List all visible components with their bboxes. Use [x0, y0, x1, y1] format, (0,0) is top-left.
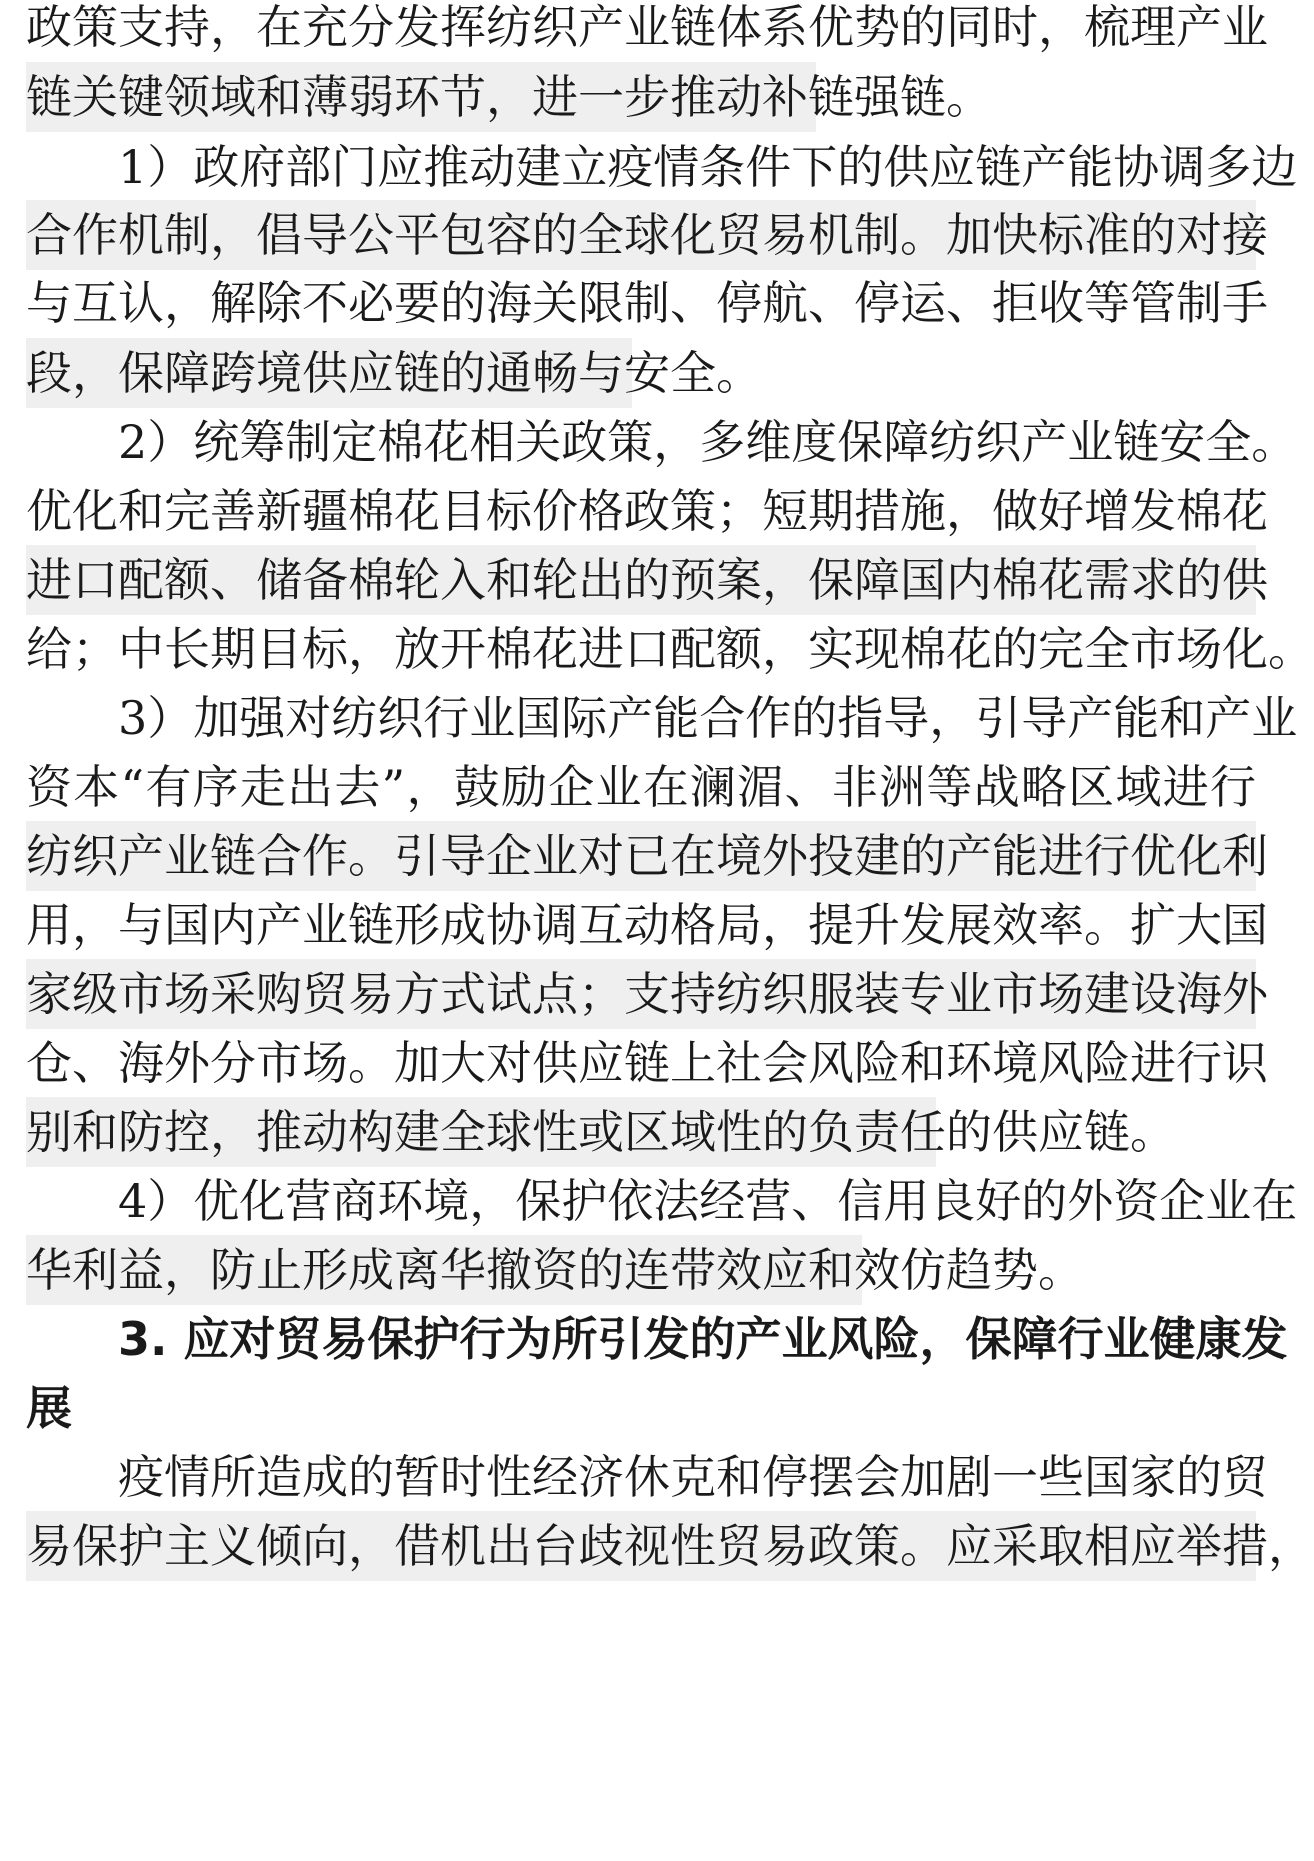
text-line: 疫情所造成的暂时性经济休克和停摆会加剧一些国家的贸	[118, 1450, 1268, 1504]
text-line: 优化和完善新疆棉花目标价格政策；短期措施，做好增发棉花	[26, 484, 1268, 538]
text-line: 易保护主义倾向，借机出台歧视性贸易政策。应采取相应举措，	[26, 1511, 1256, 1581]
text-line: 3）加强对纺织行业国际产能合作的指导，引导产能和产业	[118, 691, 1298, 745]
text-line: 链关键领域和薄弱环节，进一步推动补链强链。	[26, 62, 816, 132]
text-line: 给；中长期目标，放开棉花进口配额，实现棉花的完全市场化。	[26, 622, 1314, 676]
section-heading-continued: 展	[26, 1381, 72, 1435]
text-line: 合作机制，倡导公平包容的全球化贸易机制。加快标准的对接	[26, 200, 1256, 270]
text-line: 段，保障跨境供应链的通畅与安全。	[26, 338, 632, 408]
text-line: 纺织产业链合作。引导企业对已在境外投建的产能进行优化利	[26, 821, 1256, 891]
text-line: 别和防控，推动构建全球性或区域性的负责任的供应链。	[26, 1097, 936, 1167]
text-line: 家级市场采购贸易方式试点；支持纺织服装专业市场建设海外	[26, 959, 1256, 1029]
text-line: 与互认，解除不必要的海关限制、停航、停运、拒收等管制手	[26, 276, 1268, 330]
text-line: 进口配额、储备棉轮入和轮出的预案，保障国内棉花需求的供	[26, 545, 1256, 615]
text-line: 用，与国内产业链形成协调互动格局，提升发展效率。扩大国	[26, 898, 1268, 952]
text-line: 资本“有序走出去”，鼓励企业在澜湄、非洲等战略区域进行	[26, 760, 1256, 814]
text-line: 2）统筹制定棉花相关政策，多维度保障纺织产业链安全。	[118, 415, 1298, 469]
text-line: 4）优化营商环境，保护依法经营、信用良好的外资企业在	[118, 1174, 1298, 1228]
text-line: 政策支持，在充分发挥纺织产业链体系优势的同时，梳理产业	[26, 0, 1268, 54]
text-line: 华利益，防止形成离华撤资的连带效应和效仿趋势。	[26, 1235, 862, 1305]
text-line: 仓、海外分市场。加大对供应链上社会风险和环境风险进行识	[26, 1036, 1268, 1090]
text-line: 1）政府部门应推动建立疫情条件下的供应链产能协调多边	[118, 140, 1298, 194]
section-heading: 3. 应对贸易保护行为所引发的产业风险，保障行业健康发	[118, 1312, 1288, 1366]
